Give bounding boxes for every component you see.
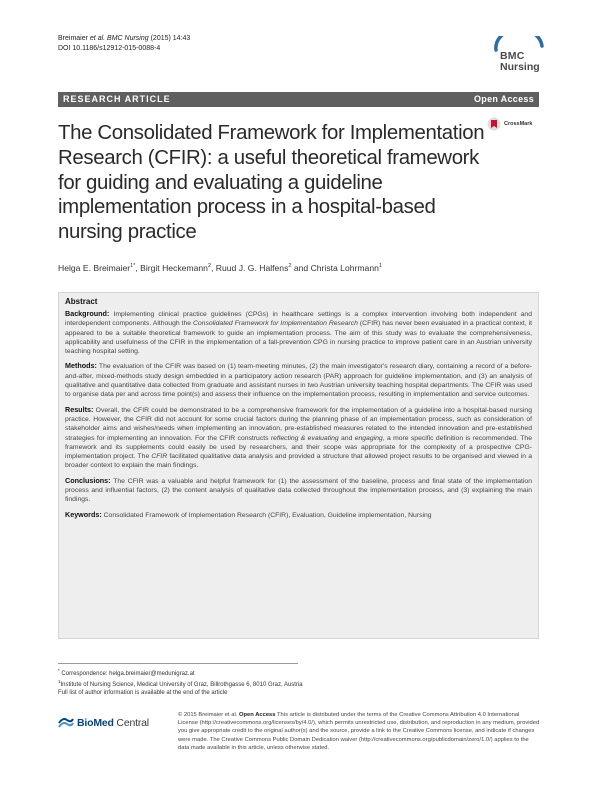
author-name: , Birgit Heckemann bbox=[135, 262, 208, 273]
abstract-heading: Abstract bbox=[65, 297, 98, 306]
author-name: , Ruud J. G. Halfens bbox=[211, 262, 289, 273]
logo-text-bmc: BMC bbox=[500, 50, 525, 62]
author-info-note: Full list of author information is available at the end of the article bbox=[58, 690, 228, 697]
author-affiliation-mark: 2 bbox=[288, 263, 292, 269]
article-title: The Consolidated Framework for Implementation Research (CFIR): a useful theoretical framework for guiding and evaluating a guideline implementation process in a hospital-based nursing practice bbox=[58, 122, 485, 244]
article-type-label: RESEARCH ARTICLE bbox=[63, 94, 171, 104]
abstract-results: Results: Overall, the CFIR could be demonstrated to be a comprehensive framework for the implementation of a guideline into a hospital-based nursing practice. However, the CFIR did not account for some crucial factors during the planning phase of an implementation process, such as consideration of stakeholder aims and wishes/needs when implementing an innovation, pre-established measures related to the intended innovation and pre-established strategies for implementing an innovation. For the CFIR constructs reflecting & evaluating and engaging, a more specific definition is recommended. The framework and its supplements could easily be used by researchers, and their scope was appropriate for the complexity of a prospective CPG-implementation project. The CFIR facilitated qualitative data analysis and provided a structure that allowed project results to be organised and viewed in a broader context to explain the main findings. bbox=[65, 404, 532, 470]
crossmark-label: CrossMark bbox=[504, 121, 533, 127]
section-label: Conclusions: bbox=[65, 475, 111, 485]
abstract-methods: Methods: The evaluation of the CFIR was based on (1) team-meeting minutes, (2) the main investigator's research diary, containing a record of a before-and-after, mixed-methods study design embedded in a participatory action research (PAR) approach for guideline implementation, and (3) an analysis of qualitative and quantitative data collected from graduate and assistant nurses in two Austrian university teaching hospital departments. The CFIR was used to organise data per and across time point(s) and assess their influence on the implementation process, resulting in implementation and service outcomes. bbox=[65, 361, 532, 399]
footnotes bbox=[58, 667, 318, 698]
citation-line-1: Breimaier et al. BMC Nursing (2015) 14:43 bbox=[58, 35, 191, 42]
abstract-conclusions: Conclusions: The CFIR was a valuable and helpful framework for (1) the assessment of the baseline, process and final state of the implementation process and influential factors, (2) the content analysis of qualitative data collected throughout the implementation process, and (3) explaining the main findings. bbox=[65, 475, 532, 504]
section-label: Background: bbox=[65, 309, 110, 318]
author-name: and Christa Lohrmann bbox=[291, 262, 379, 273]
journal-name: et al. BMC Nursing bbox=[89, 35, 149, 42]
affiliation-note: $^1$Institute of Nursing Science, Medical University of Graz, Billrothgasse 6, 8010 Graz, Austria bbox=[58, 679, 303, 689]
author-list bbox=[58, 261, 538, 274]
license-statement: © 2015 Breimaier et al. Open Access This article is distributed under the terms of the Creative Commons Attribution 4.0 International License (http://creativecommons.org/licenses/by/4.0/), which permits unrestricted use, distribution, and reproduction in any medium, provided you give appropriate credit to the original author(s) and the source, provide a link to the Creative Commons license, and indicate if changes were made. The Creative Commons Public Domain Dedication waiver (http://creativecommons.org/publicdomain/zero/1.0/) applies to the data made available in this article, unless otherwise stated. bbox=[178, 712, 540, 751]
abstract-background: Background: Implementing clinical practice guidelines (CPGs) in healthcare settings is a complex intervention involving both independent and interdependent components. Although the Consolidated Framework for Implementation Research (CFIR) has never been evaluated in a practical context, it appeared to be a suitable theoretical framework to guide an implementation process. The aim of this study was to evaluate the comprehensiveness, applicability and usefulness of the CFIR in the implementation of a fall-prevention CPG in nursing practice to improve patient care in an Austrian university teaching hospital setting. bbox=[65, 309, 532, 356]
author-affiliation-mark: 2 bbox=[207, 263, 211, 269]
logo-text-nursing: Nursing bbox=[500, 61, 540, 73]
section-label: Keywords: bbox=[65, 509, 102, 519]
author-affiliation-mark: 1* bbox=[130, 263, 136, 269]
abstract-box bbox=[58, 292, 539, 639]
footnote-divider bbox=[58, 663, 298, 664]
biomed-central-icon bbox=[58, 716, 74, 730]
citation-header bbox=[58, 34, 190, 54]
article-type-banner bbox=[58, 92, 539, 107]
section-label: Results: bbox=[65, 404, 94, 414]
bmc-nursing-logo bbox=[492, 36, 548, 80]
biomed-central-wordmark: BioMed Central bbox=[77, 717, 149, 729]
abstract-keywords: Keywords: Consolidated Framework of Implementation Research (CFIR), Evaluation, Guideline implementation, Nursing bbox=[65, 509, 432, 519]
author-affiliation-mark: 1 bbox=[378, 263, 382, 269]
doi: DOI 10.1186/s12912-015-0088-4 bbox=[58, 45, 161, 52]
crossmark-icon bbox=[487, 117, 501, 131]
crossmark-badge[interactable] bbox=[487, 116, 532, 132]
open-access-label: Open Access bbox=[474, 94, 534, 104]
author-name: Helga E. Breimaier bbox=[58, 262, 131, 273]
section-label: Methods: bbox=[65, 361, 97, 371]
biomed-central-logo bbox=[58, 715, 178, 731]
correspondence-note: * Correspondence: helga.breimaier@medunigraz.at bbox=[58, 668, 195, 677]
